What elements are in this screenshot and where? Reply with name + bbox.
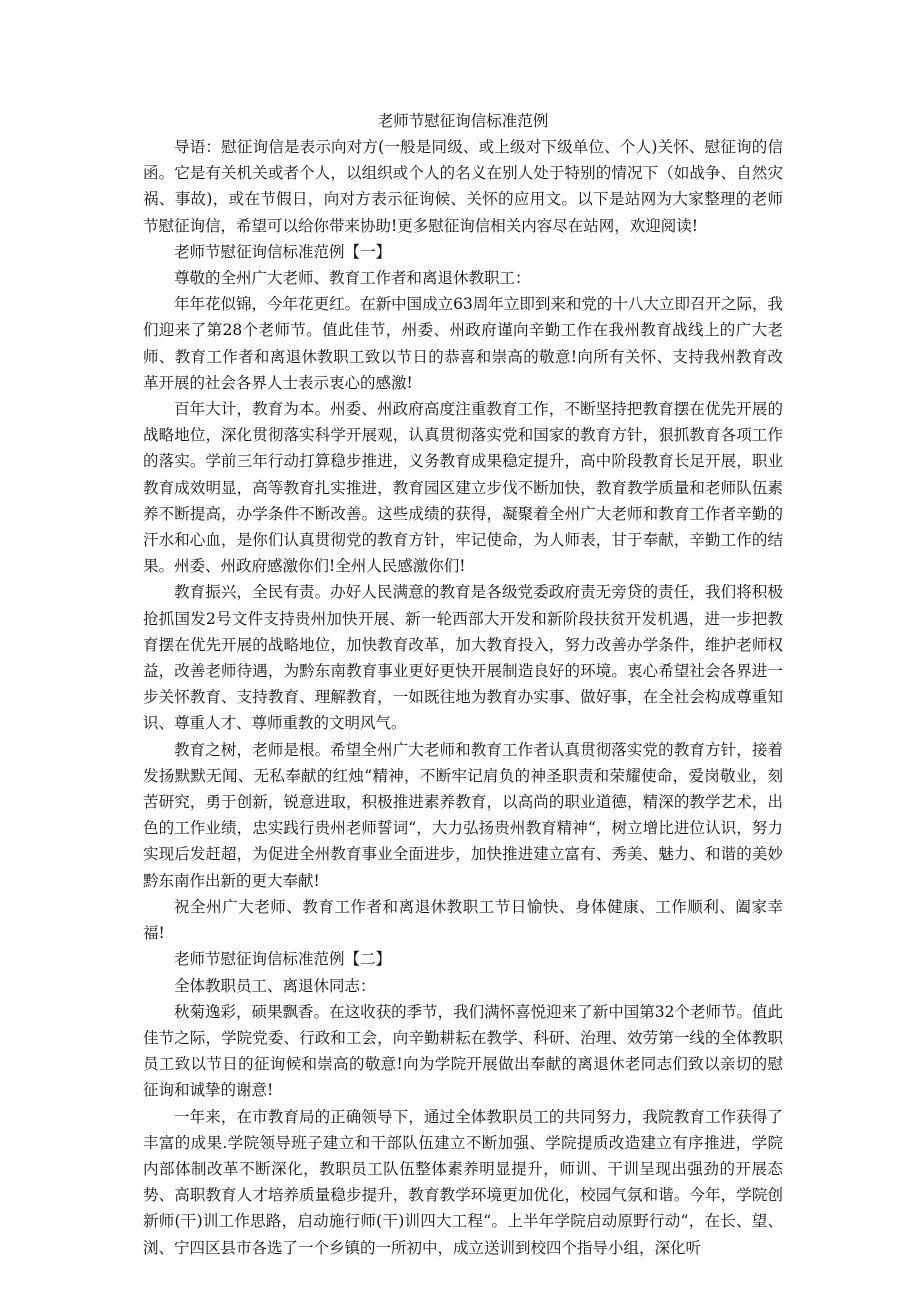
body-paragraph: 秋菊逸彩，硕果飘香。在这收获的季节，我们满怀喜悦迎来了新中国第32个老师节。值此佳节之际，学院党委、行政和工会，向辛勤耕耘在教学、科研、治理、效劳第一线的全体教职员工致以节日的征询候和崇高的敬意!向为学院开展做出奉献的离退休老同志们致以亲切的慰征询和诚挚的谢意! [143,1002,783,1100]
body-paragraph: 百年大计，教育为本。州委、州政府高度注重教育工作，不断坚持把教育摆在优先开展的战略地位，深化贯彻落实科学开展观，认真贯彻落实党和国家的教育方针，狠抓教育各项工作的落实。学前三年行动打算稳步推进，义务教育成果稳定提升，高中阶段教育长足开展，职业教育成效明显，高等教育扎实推进，教育园区建立步伐不断加快，教育教学质量和老师队伍素养不断提高，办学条件不断改善。这些成绩的获得，凝聚着全州广大老师和教育工作者辛勤的汗水和心血，是你们认真贯彻党的教育方针，牢记使命，为人师表，甘于奉献，辛勤工作的结果。州委、州政府感激你们!全州人民感激你们! [143,400,783,576]
intro-paragraph: 导语：慰征询信是表示向对方(一般是同级、或上级对下级单位、个人)关怀、慰征询的信函。它是有关机关或者个人，以组织或个人的名义在别人处于特别的情况下（如战争、自然灾祸、事故)，或在节假日，向对方表示征询候、关怀的应用文。以下是站网为大家整理的老师节慰征询信，希望可以给你带来协助!更多慰征询信相关内容尽在站网，欢迎阅读! [143,138,783,235]
body-paragraph: 教育振兴，全民有责。办好人民满意的教育是各级党委政府责无旁贷的责任，我们将积极抢抓国发2号文件支持贵州加快开展、新一轮西部大开发和新阶段扶贫开发机遇，进一步把教育摆在优先开展的战略地位，加快教育改革，加大教育投入，努力改善办学条件，维护老师权益，改善老师待遇，为黔东南教育事业更好更快开展制造良好的环境。衷心希望社会各界进一步关怀教育、支持教育、理解教育，一如既往地为教育办实事、做好事，在全社会构成尊重知识、尊重人才、尊师重教的文明风气。 [143,583,783,733]
section-heading-1: 老师节慰征询信标准范例【一】 [174,242,392,261]
document-title: 老师节慰征询信标准范例 [377,112,549,130]
body-paragraph: 一年来，在市教育局的正确领导下，通过全体教职员工的共同努力，我院教育工作获得了丰富的成果.学院领导班子建立和干部队伍建立不断加强、学院提质改造建立有序推进，学院内部体制改革不断深化，教职员工队伍整体素养明显提升，师训、干训呈现出强劲的开展态势、高职教育人才培养质量稳步提升，教育教学环境更加优化，校园气氛和谐。今年，学院创新师(干)训工作思路，启动施行师(干)训四大工程“。上半年学院启动原野行动“，在长、望、浏、宁四区县市各选了一个乡镇的一所初中，成立送训到校四个指导小组，深化听 [143,1107,783,1257]
body-paragraph: 教育之树，老师是根。希望全州广大老师和教育工作者认真贯彻落实党的教育方针，接着发扬默默无闻、无私奉献的红烛“精神，不断牢记肩负的神圣职责和荣耀使命，爱岗敬业，刻苦研究，勇于创新，锐意进取，积极推进素养教育，以高尚的职业道德，精深的教学艺术，出色的工作业绩，忠实践行贵州老师誓词“，大力弘扬贵州教育精神“，树立增比进位认识，努力实现后发赶超，为促进全州教育事业全面进步，加快推进建立富有、秀美、魅力、和谐的美妙黔东南作出新的更大奉献! [143,740,783,890]
salutation-1: 尊敬的全州广大老师、教育工作者和离退休教职工： [174,269,531,288]
section-heading-2: 老师节慰征询信标准范例【二】 [174,950,392,969]
closing-wishes: 祝全州广大老师、教育工作者和离退休教职工节日愉快、身体健康、工作顺利、阖家幸福! [143,897,783,943]
salutation-2: 全体教职员工、离退休同志： [174,976,376,995]
body-paragraph: 年年花似锦，今年花更红。在新中国成立63周年立即到来和党的十八大立即召开之际，我们迎来了第28个老师节。值此佳节，州委、州政府谨向辛勤工作在我州教育战线上的广大老师、教育工作者和离退休教职工致以节日的恭喜和崇高的敬意!向所有关怀、支持我州教育改革开展的社会各界人士表示衷心的感激! [143,295,783,392]
document-page [143,108,783,1261]
